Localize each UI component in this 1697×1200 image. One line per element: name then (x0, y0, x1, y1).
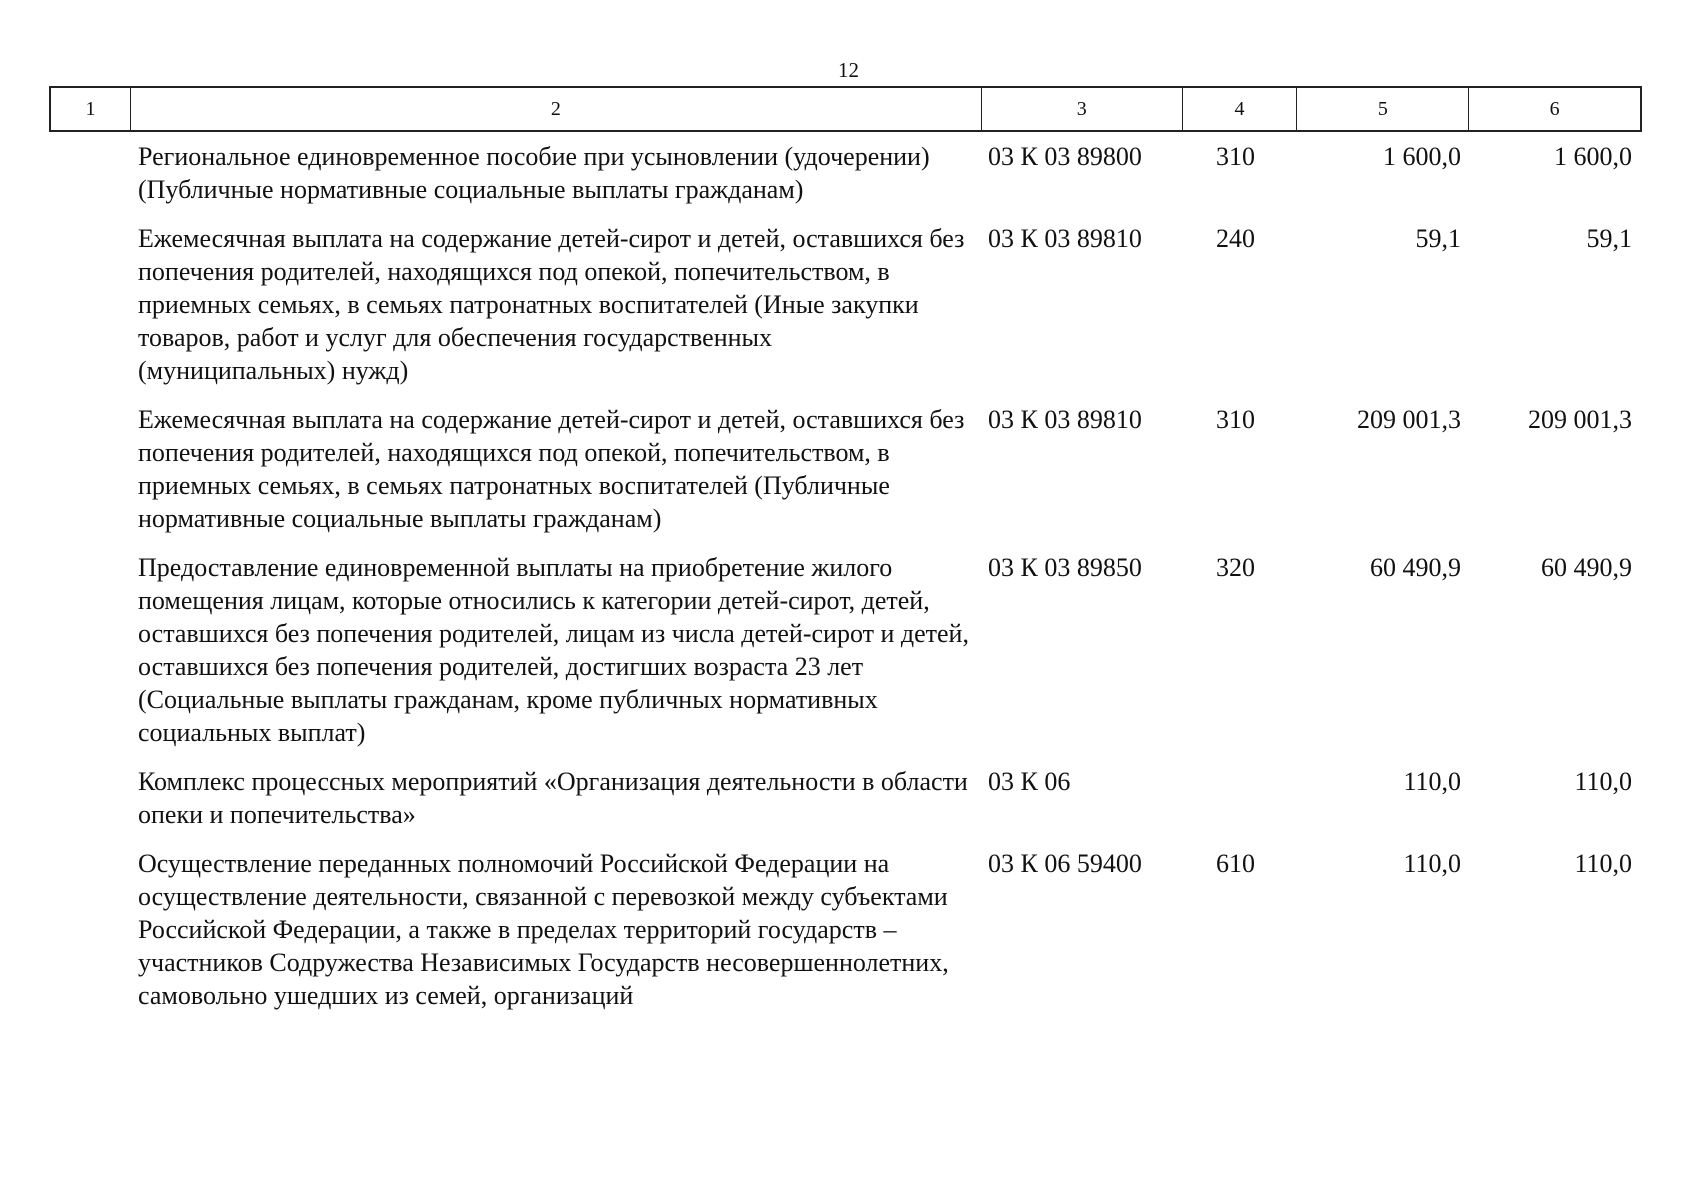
header-cell-2: 2 (131, 88, 982, 130)
row-value2-cell: 60 490,9 (1541, 553, 1632, 582)
table-header-row (49, 86, 1642, 132)
row-number-cell (49, 222, 129, 387)
row-type-cell: 610 (1216, 849, 1255, 878)
row-value1-cell: 110,0 (1403, 767, 1461, 796)
table-row (49, 847, 1642, 1012)
table-row (49, 403, 1642, 535)
header-cell-4: 4 (1183, 88, 1298, 130)
row-value2-cell: 209 001,3 (1528, 405, 1632, 434)
row-value1-cell: 1 600,0 (1383, 142, 1461, 171)
row-number-cell (49, 551, 129, 749)
table-row (49, 765, 1642, 831)
row-value1-cell: 209 001,3 (1357, 405, 1461, 434)
row-name-cell: Предоставление единовременной выплаты на приобретение жилого помещения лицам, которые относились к категории детей-сирот, детей, оставшихся без попечения родителей, лицам из числа детей-сирот и детей, оставшихся без попечения родителей, достигших возраста 23 лет (Социальные выплаты гражданам, кроме публичных нормативных социальных выплат) (138, 553, 969, 747)
row-type-cell: 240 (1216, 224, 1255, 253)
row-value2-cell: 110,0 (1574, 849, 1632, 878)
row-value1-cell: 110,0 (1403, 849, 1461, 878)
table-row (49, 222, 1642, 387)
row-code-cell: 03 К 03 89810 (988, 224, 1142, 253)
header-cell-3: 3 (982, 88, 1183, 130)
row-value2-cell: 110,0 (1574, 767, 1632, 796)
table-row (49, 551, 1642, 749)
header-cell-6: 6 (1549, 98, 1560, 120)
row-value1-cell: 59,1 (1415, 224, 1461, 253)
row-type-cell (1182, 765, 1297, 831)
row-name-cell: Осуществление переданных полномочий Российской Федерации на осуществление деятельности, связанной с перевозкой между субъектами Российской Федерации, а также в пределах территорий государств – участников Содружества Независимых Государств несовершеннолетних, самовольно ушедших из семей, организаций (138, 849, 949, 1010)
row-value2-cell: 59,1 (1586, 224, 1632, 253)
row-number-cell (49, 140, 129, 206)
row-name-cell: Региональное единовременное пособие при усыновлении (удочерении) (Публичные нормативные социальные выплаты гражданам) (138, 142, 930, 204)
row-code-cell: 03 К 03 89810 (988, 405, 1142, 434)
table-row (49, 140, 1642, 206)
row-type-cell: 310 (1216, 405, 1255, 434)
row-type-cell: 310 (1216, 142, 1255, 171)
row-code-cell: 03 К 03 89800 (988, 142, 1142, 171)
row-code-cell: 03 К 06 (988, 767, 1071, 796)
row-code-cell: 03 К 03 89850 (988, 553, 1142, 582)
header-cell-1: 1 (51, 88, 131, 130)
row-name-cell: Ежемесячная выплата на содержание детей-сирот и детей, оставшихся без попечения родителей, находящихся под опекой, попечительством, в приемных семьях, в семьях патронатных воспитателей (Публичные нормативные социальные выплаты гражданам) (138, 405, 965, 533)
row-code-cell: 03 К 06 59400 (988, 849, 1142, 878)
row-name-cell: Ежемесячная выплата на содержание детей-сирот и детей, оставшихся без попечения родителей, находящихся под опекой, попечительством, в приемных семьях, в семьях патронатных воспитателей (Иные закупки товаров, работ и услуг для обеспечения государственных (муниципальных) нужд) (138, 224, 965, 385)
row-number-cell (49, 765, 129, 831)
row-number-cell (49, 847, 129, 1012)
row-value2-cell: 1 600,0 (1554, 142, 1632, 171)
table-body (49, 140, 1642, 1028)
row-value1-cell: 60 490,9 (1370, 553, 1461, 582)
row-number-cell (49, 403, 129, 535)
header-cell-5: 5 (1297, 88, 1469, 130)
page-number: 12 (838, 58, 859, 82)
row-name-cell: Комплекс процессных мероприятий «Организация деятельности в области опеки и попечительства» (138, 767, 968, 829)
row-type-cell: 320 (1216, 553, 1255, 582)
